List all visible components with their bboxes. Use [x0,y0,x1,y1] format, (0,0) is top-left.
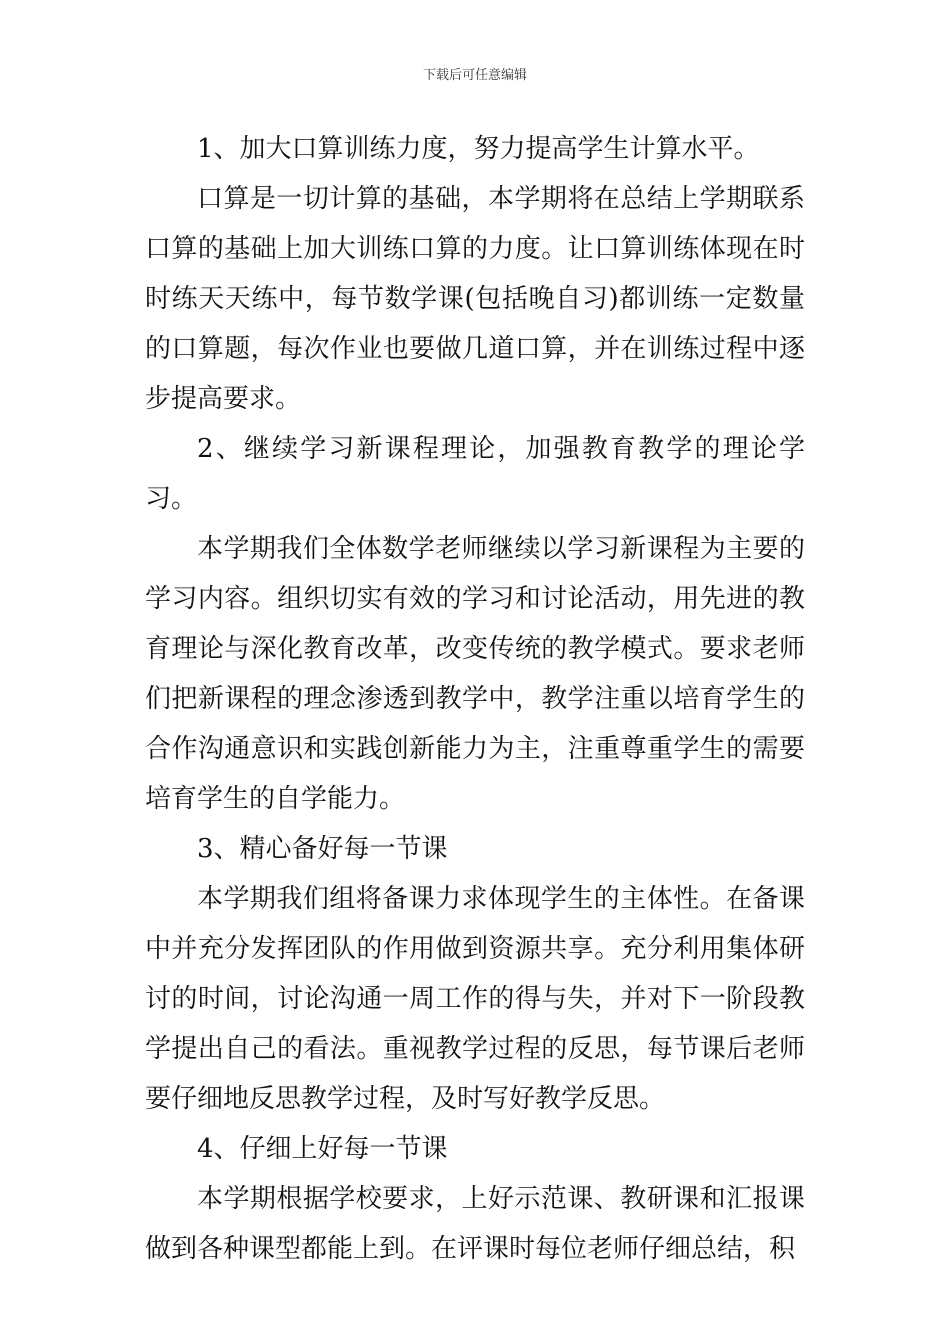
paragraph-1: 口算是一切计算的基础，本学期将在总结上学期联系口算的基础上加大训练口算的力度。让口算训练体现在时时练天天练中，每节数学课(包括晚自习)都训练一定数量的口算题，每次作业也要做几道口算，并在训练过程中逐步提高要求。 [145,184,805,414]
heading-1: 1、加大口算训练力度，努力提高学生计算水平。 [197,134,760,164]
document-body [145,124,805,1274]
paragraph-2: 本学期我们全体数学老师继续以学习新课程为主要的学习内容。组织切实有效的学习和讨论活动，用先进的教育理论与深化教育改革，改变传统的教学模式。要求老师们把新课程的理念渗透到教学中，教学注重以培育学生的合作沟通意识和实践创新能力为主，注重尊重学生的需要培育学生的自学能力。 [145,534,805,814]
paragraph-3: 本学期我们组将备课力求体现学生的主体性。在备课中并充分发挥团队的作用做到资源共享。充分利用集体研讨的时间，讨论沟通一周工作的得与失，并对下一阶段教学提出自己的看法。重视教学过程的反思，每节课后老师要仔细地反思教学过程，及时写好教学反思。 [145,884,805,1114]
heading-4: 4、仔细上好每一节课 [197,1134,448,1164]
page-header: 下载后可任意编辑 [422,68,527,83]
paragraph-4: 本学期根据学校要求，上好示范课、教研课和汇报课做到各种课型都能上到。在评课时每位老师仔细总结，积 [145,1184,805,1264]
heading-3: 3、精心备好每一节课 [197,834,448,864]
heading-2: 2、继续学习新课程理论，加强教育教学的理论学习。 [145,434,805,514]
